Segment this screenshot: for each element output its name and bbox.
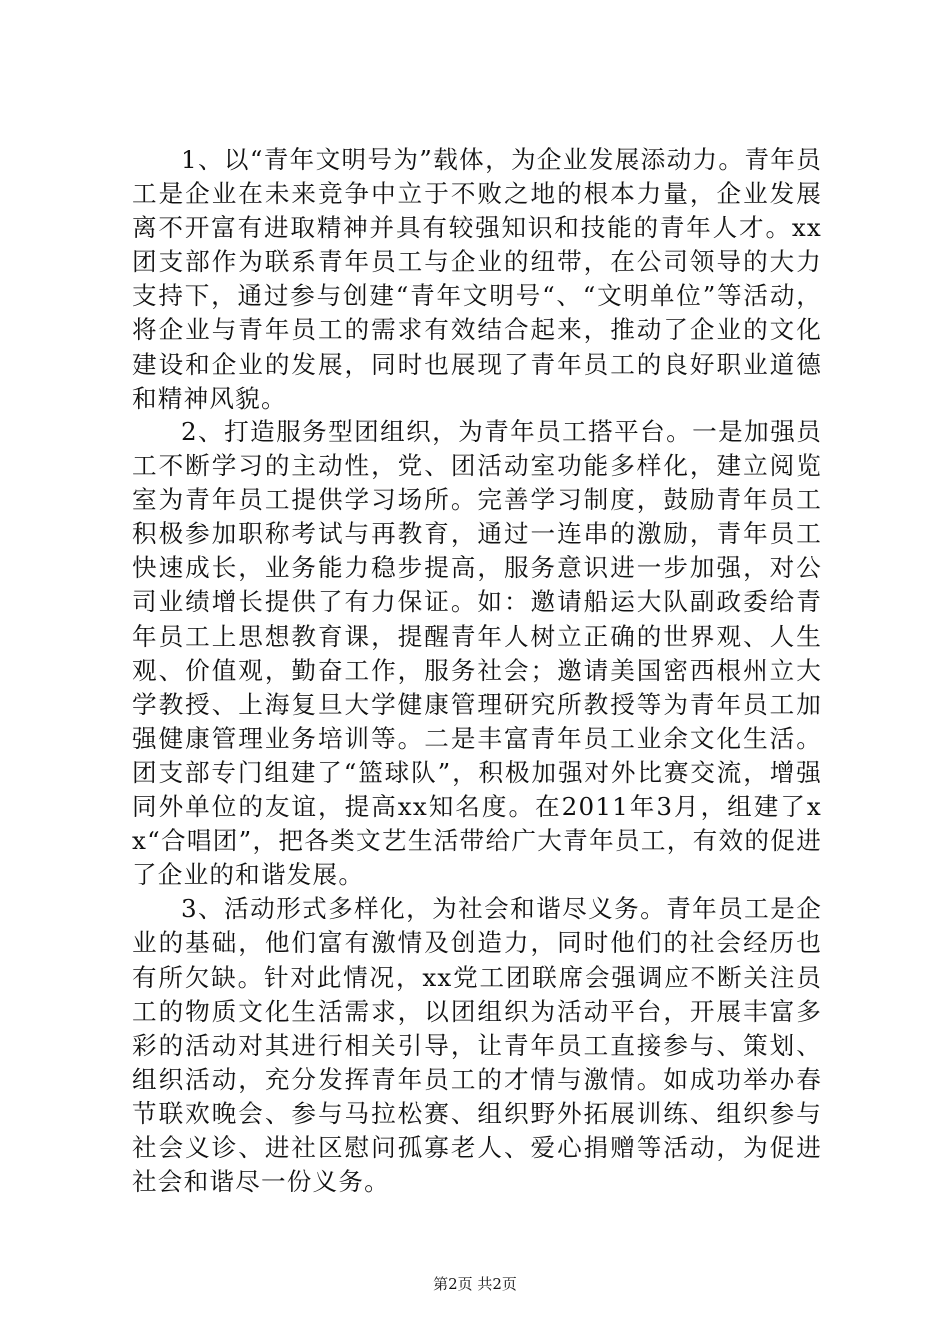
page-footer: 第2页 共2页 [433,1275,517,1293]
paragraph-1: 1、以“青年文明号为”载体，为企业发展添动力。青年员工是企业在未来竞争中立于不败之地的根本力量，企业发展离不开富有进取精神并具有较强知识和技能的青年人才。xx团支部作为联系青年员工与企业的纽带，在公司领导的大力支持下，通过参与创建“青年文明号“、“文明单位”等活动，将企业与青年员工的需求有效结合起来，推动了企业的文化建设和企业的发展，同时也展现了青年员工的良好职业道德和精神风貌。 [132,145,822,413]
document-body [132,143,822,1199]
paragraph-2: 2、打造服务型团组织，为青年员工搭平台。一是加强员工不断学习的主动性，党、团活动室功能多样化，建立阅览室为青年员工提供学习场所。完善学习制度，鼓励青年员工积极参加职称考试与再教育，通过一连串的激励，青年员工快速成长，业务能力稳步提高，服务意识进一步加强，对公司业绩增长提供了有力保证。如：邀请船运大队副政委给青年员工上思想教育课，提醒青年人树立正确的世界观、人生观、价值观，勤奋工作，服务社会；邀请美国密西根州立大学教授、上海复旦大学健康管理研究所教授等为青年员工加强健康管理业务培训等。二是丰富青年员工业余文化生活。团支部专门组建了“篮球队”，积极加强对外比赛交流，增强同外单位的友谊，提高xx知名度。在2011年3月，组建了xx“合唱团”，把各类文艺生活带给广大青年员工，有效的促进了企业的和谐发展。 [132,417,822,890]
paragraph-3: 3、活动形式多样化，为社会和谐尽义务。青年员工是企业的基础，他们富有激情及创造力，同时他们的社会经历也有所欠缺。针对此情况，xx党工团联席会强调应不断关注员工的物质文化生活需求，以团组织为活动平台，开展丰富多彩的活动对其进行相关引导，让青年员工直接参与、策划、组织活动，充分发挥青年员工的才情与激情。如成功举办春节联欢晚会、参与马拉松赛、组织野外拓展训练、组织参与社会义诊、进社区慰问孤寡老人、爱心捐赠等活动，为促进社会和谐尽一份义务。 [132,894,822,1197]
